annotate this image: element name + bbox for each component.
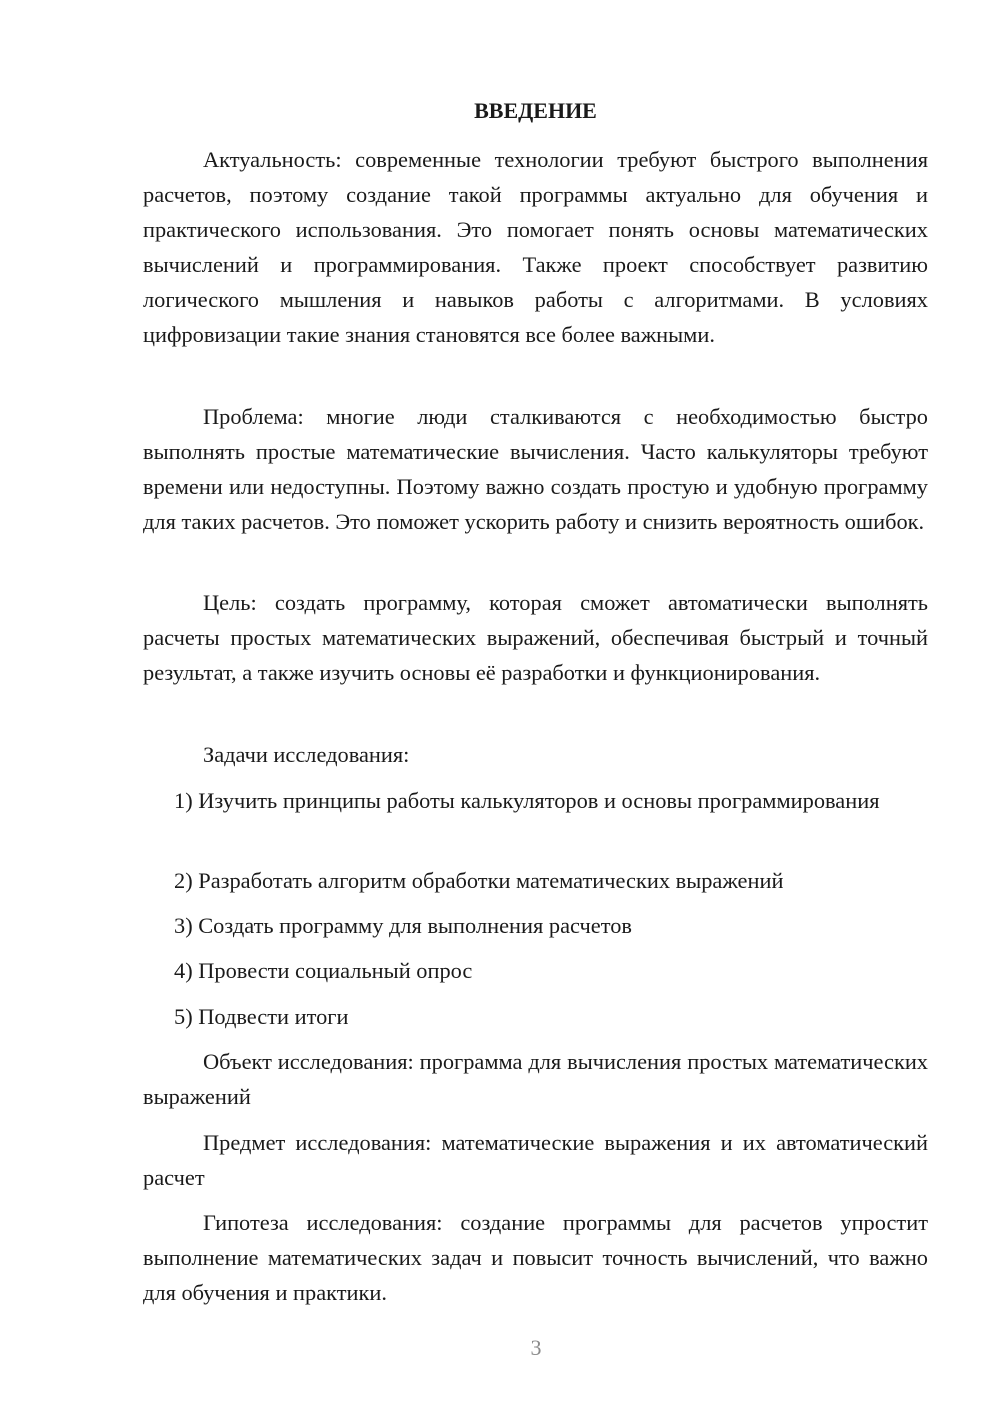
paragraph-goal: Цель: создать программу, которая сможет автоматически выполнять расчеты простых математических выражений, обеспечивая быстрый и точный результат, а также изучить основы её разработки и функционирования. [143,590,928,685]
paragraph-object: Объект исследования: программа для вычисления простых математических выражений [143,1049,928,1109]
list-item-task-1: 1) Изучить принципы работы калькуляторов и основы программирования [174,788,880,813]
paragraph-tasks-heading: Задачи исследования: [203,742,410,767]
paragraph-hypothesis: Гипотеза исследования: создание программы для расчетов упростит выполнение математических задач и повысит точность вычислений, что важно для обучения и практики. [143,1210,928,1305]
list-item-task-2: 2) Разработать алгоритм обработки математических выражений [174,868,784,893]
list-item-task-5: 5) Подвести итоги [174,1004,349,1029]
list-item-task-3: 3) Создать программу для выполнения расчетов [174,913,632,938]
paragraph-relevance: Актуальность: современные технологии требуют быстрого выполнения расчетов, поэтому создание такой программы актуально для обучения и практического использования. Это помогает понять основы математических вычислений и программирования. Также проект способствует развитию логического мышления и навыков работы с алгоритмами. В условиях цифровизации такие знания становятся все более важными. [143,147,928,347]
list-item-task-4: 4) Провести социальный опрос [174,958,473,983]
page-number: 3 [530,1335,542,1360]
paragraph-subject: Предмет исследования: математические выражения и их автоматический расчет [143,1130,928,1190]
paragraph-problem: Проблема: многие люди сталкиваются с необходимостью быстро выполнять простые математические вычисления. Часто калькуляторы требуют времени или недоступны. Поэтому важно создать простую и удобную программу для таких расчетов. Это поможет ускорить работу и снизить вероятность ошибок. [143,404,928,534]
document-title: ВВЕДЕНИЕ [474,98,597,123]
